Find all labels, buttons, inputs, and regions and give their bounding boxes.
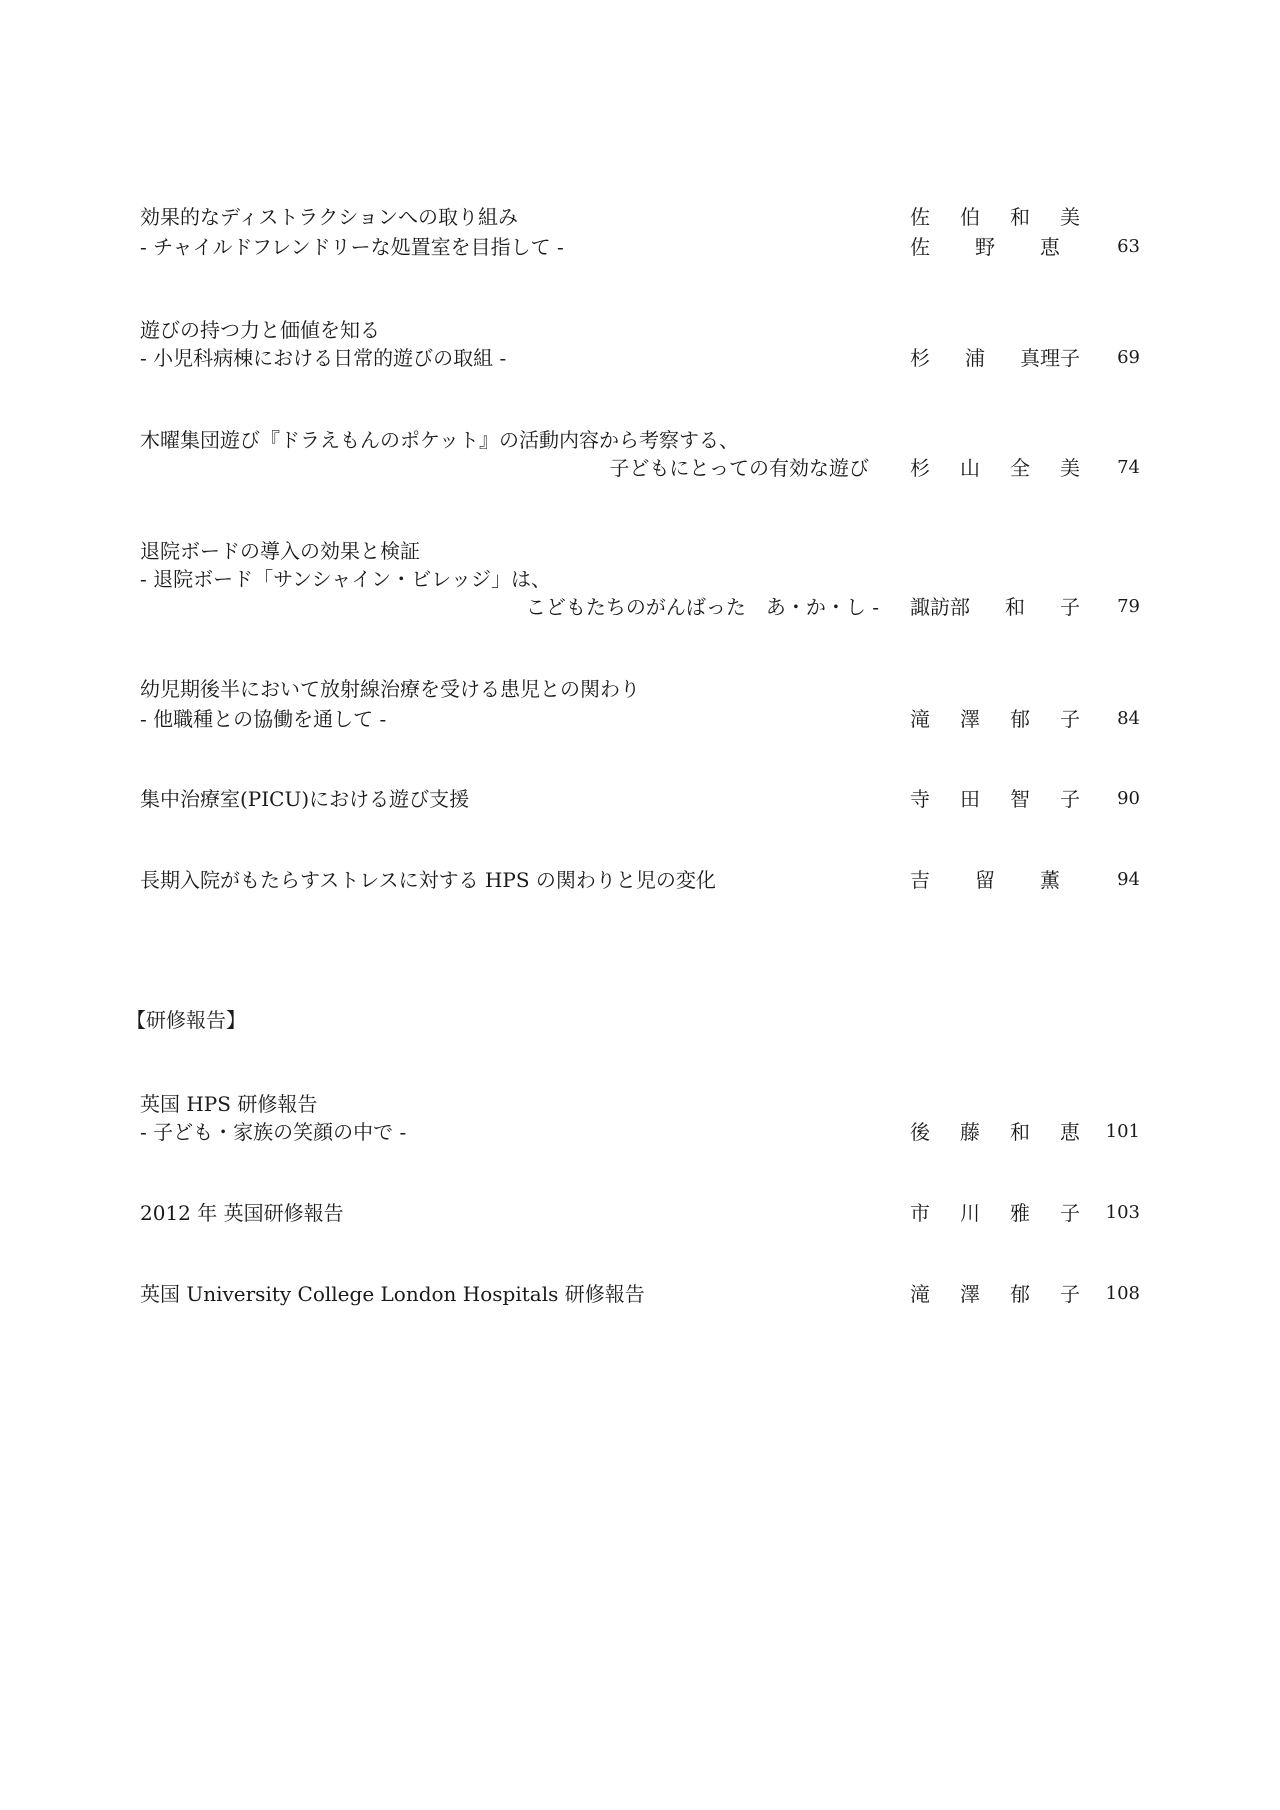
author-char: 子 <box>1060 787 1080 811</box>
report-title: 英国 HPS 研修報告 <box>140 1092 318 1116</box>
entry-author <box>910 204 1080 230</box>
author-char: 藤 <box>960 1120 980 1144</box>
author-char: 伯 <box>960 205 980 229</box>
report-title: 英国 University College London Hospitals 研修報告 <box>140 1282 645 1306</box>
entry-title: 幼児期後半において放射線治療を受ける患児との関わり <box>140 677 640 701</box>
author-char: 美 <box>1060 205 1080 229</box>
author-char: 澤 <box>960 1282 980 1306</box>
entry-title: 長期入院がもたらすストレスに対する HPS の関わりと児の変化 <box>140 868 716 892</box>
author-char: 留 <box>975 868 995 892</box>
entry-subtitle-continued: こどもたちのがんばった あ・か・し - <box>525 595 879 619</box>
report-title: 2012 年 英国研修報告 <box>140 1201 344 1225</box>
author-char: 山 <box>960 456 980 480</box>
page-number: 108 <box>1105 1283 1140 1304</box>
entry-author <box>910 345 1080 371</box>
author-char: 澤 <box>960 707 980 731</box>
author-char: 杉 <box>910 456 930 480</box>
author-char: 市 <box>910 1201 930 1225</box>
author-char: 薫 <box>1040 868 1060 892</box>
author-char: 真理子 <box>1020 346 1080 370</box>
entry-author <box>910 594 1080 620</box>
author-char: 郁 <box>1010 707 1030 731</box>
author-char: 田 <box>960 787 980 811</box>
author-char: 恵 <box>1060 1120 1080 1144</box>
author-char: 子 <box>1060 707 1080 731</box>
page-number: 90 <box>1117 788 1140 809</box>
author-char: 杉 <box>910 346 930 370</box>
author-char: 川 <box>960 1201 980 1225</box>
entry-author <box>910 455 1080 481</box>
entry-title: 効果的なディストラクションへの取り組み <box>140 205 518 229</box>
entry-author <box>910 786 1080 812</box>
page-number: 79 <box>1117 596 1140 617</box>
page-number: 69 <box>1117 347 1140 368</box>
author-char: 滝 <box>910 1282 930 1306</box>
entry-subtitle: - 他職種との協働を通して - <box>140 707 387 731</box>
entry-subtitle: 子どもにとっての有効な遊び <box>609 456 869 480</box>
entry-author <box>910 867 1060 893</box>
page-number: 74 <box>1117 457 1140 478</box>
author-char: 浦 <box>965 346 985 370</box>
entry-subtitle: - チャイルドフレンドリーな処置室を目指して - <box>140 235 564 259</box>
author-char: 佐 <box>910 205 930 229</box>
author-char: 全 <box>1010 456 1030 480</box>
author-char: 雅 <box>1010 1201 1030 1225</box>
author-char: 子 <box>1060 1282 1080 1306</box>
author-char: 和 <box>1010 1120 1030 1144</box>
entry-title: 退院ボードの導入の効果と検証 <box>140 539 420 563</box>
author-char: 後 <box>910 1120 930 1144</box>
section-heading: 【研修報告】 <box>126 1008 246 1032</box>
author-char: 郁 <box>1010 1282 1030 1306</box>
report-subtitle: - 子ども・家族の笑顔の中で - <box>140 1120 407 1144</box>
report-author <box>910 1281 1080 1307</box>
author-char: 野 <box>975 235 995 259</box>
author-char: 諏訪部 <box>910 595 970 619</box>
page-number: 103 <box>1105 1202 1140 1223</box>
author-char: 智 <box>1010 787 1030 811</box>
author-char: 寺 <box>910 787 930 811</box>
author-char: 和 <box>1010 205 1030 229</box>
report-author <box>910 1200 1080 1226</box>
page-number: 101 <box>1105 1121 1140 1142</box>
entry-title: 遊びの持つ力と価値を知る <box>140 318 380 342</box>
author-char: 滝 <box>910 707 930 731</box>
author-char: 子 <box>1060 1201 1080 1225</box>
entry-subtitle: - 小児科病棟における日常的遊びの取組 - <box>140 346 507 370</box>
report-author <box>910 1119 1080 1145</box>
page-number: 84 <box>1117 708 1140 729</box>
entry-title: 木曜集団遊び『ドラえもんのポケット』の活動内容から考察する、 <box>140 428 739 452</box>
page-number: 94 <box>1117 869 1140 890</box>
author-char: 子 <box>1060 595 1080 619</box>
author-char: 美 <box>1060 456 1080 480</box>
author-char: 恵 <box>1040 235 1060 259</box>
page-number: 63 <box>1117 236 1140 257</box>
author-char: 和 <box>1005 595 1025 619</box>
entry-title: 集中治療室(PICU)における遊び支援 <box>140 787 470 811</box>
author-char: 佐 <box>910 235 930 259</box>
entry-author <box>910 706 1080 732</box>
entry-author-second <box>910 234 1060 260</box>
entry-subtitle: - 退院ボード「サンシャイン・ビレッジ」は、 <box>140 567 552 591</box>
author-char: 吉 <box>910 868 930 892</box>
